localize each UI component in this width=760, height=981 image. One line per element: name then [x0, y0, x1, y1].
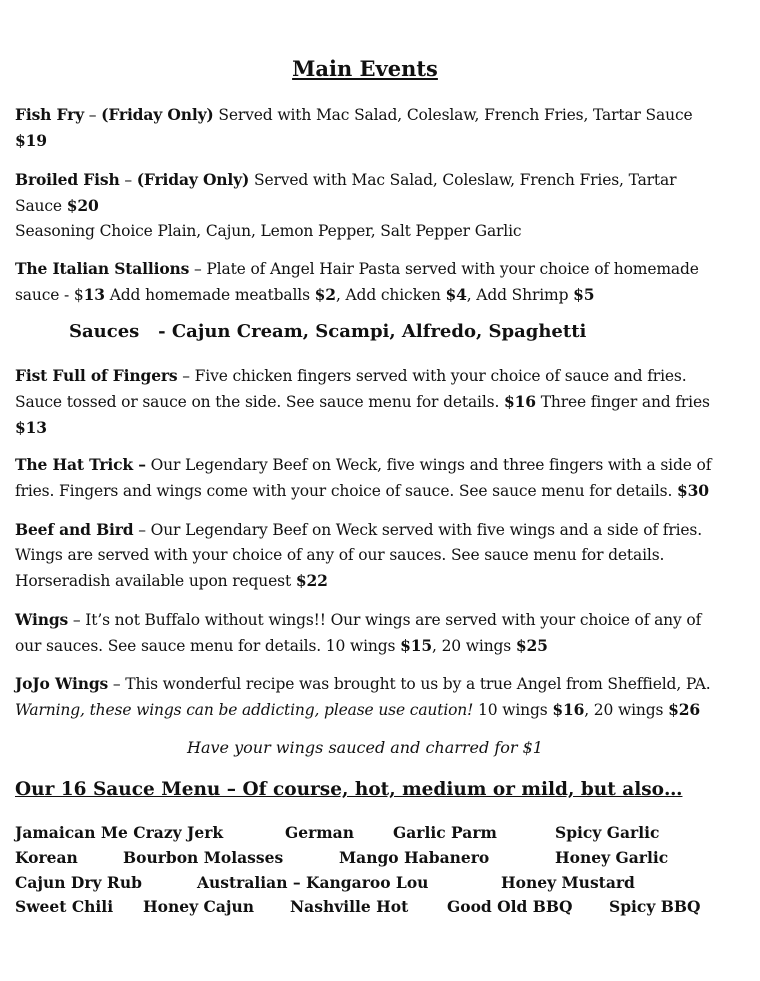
menu-item-jojo-wings [15, 671, 715, 723]
item-name: The Hat Trick – [15, 455, 146, 474]
menu-item-fist-full-of-fingers [15, 363, 715, 441]
item-description: Three finger and fries [535, 393, 710, 411]
item-price: $25 [515, 636, 548, 655]
item-addon-price: $5 [573, 285, 595, 304]
item-name: Fist Full of Fingers [15, 366, 178, 385]
item-name: Fish Fry [15, 105, 84, 124]
item-description: – Plate of Angel Hair Pasta served with your choice of homemade sauce - $ [15, 260, 699, 304]
item-separator: – [119, 171, 137, 189]
sauce-item: Spicy BBQ [609, 897, 701, 916]
item-addon: , Add Shrimp [466, 286, 574, 304]
item-addon-price: $2 [314, 285, 336, 304]
item-price: $22 [295, 571, 328, 590]
page-title: Main Events [292, 56, 438, 81]
item-description: , 20 wings [432, 637, 516, 655]
item-name: The Italian Stallions [15, 259, 190, 278]
item-addon: , Add chicken [335, 286, 446, 304]
menu-item-wings [15, 607, 715, 659]
item-price: $19 [15, 131, 47, 150]
sauce-item: Cajun Dry Rub [15, 873, 142, 892]
item-name: Beef and Bird [15, 520, 134, 539]
item-description: Served with Mac Salad, Coleslaw, French Fries, Tartar Sauce [15, 171, 677, 215]
sauce-item: Korean [15, 848, 78, 867]
item-price: $26 [668, 700, 701, 719]
item-name: Wings [15, 610, 69, 629]
item-name: Broiled Fish [15, 170, 120, 189]
menu-item-beef-and-bird [15, 517, 715, 594]
item-description: – It’s not Buffalo without wings!! Our wings are served with your choice of any of our sauces. See sauce menu for details. 10 wings [15, 611, 702, 655]
sauce-item: Nashville Hot [290, 897, 409, 916]
pasta-sauces-line: Sauces - Cajun Cream, Scampi, Alfredo, Spaghetti [69, 321, 587, 342]
item-description: – Our Legendary Beef on Weck served with five wings and a side of fries. Wings are served with your choice of any of our sauces. See sauce menu for details. Horseradish available upon request [15, 521, 703, 590]
item-description: Served with Mac Salad, Coleslaw, French Fries, Tartar Sauce [213, 106, 693, 124]
sauce-item: Jamaican Me Crazy Jerk [15, 823, 224, 842]
item-addon-price: $4 [445, 285, 467, 304]
item-separator: – [84, 106, 102, 124]
item-description: – This wonderful recipe was brought to us by a true Angel from Sheffield, PA. [108, 675, 711, 693]
item-description: Our Legendary Beef on Weck, five wings and three fingers with a side of fries. Fingers and wings come with your choice of sauce. See sauce menu for details. [15, 456, 712, 500]
sauce-item: Australian – Kangaroo Lou [197, 873, 429, 892]
sauce-item: Honey Garlic [555, 848, 669, 867]
item-addon: Add homemade meatballs [104, 286, 315, 304]
sauced-charred-note: Have your wings sauced and charred for $1 [187, 738, 543, 757]
item-price: $16 [552, 700, 585, 719]
item-price: $20 [66, 196, 99, 215]
menu-item-hat-trick [15, 452, 715, 504]
sauce-item: Garlic Parm [393, 823, 497, 842]
menu-item-fish-fry [15, 102, 715, 154]
sauce-item: Spicy Garlic [555, 823, 660, 842]
item-name: JoJo Wings [15, 674, 109, 693]
item-description: 10 wings [473, 701, 553, 719]
item-price: $13 [15, 418, 47, 437]
item-price: $30 [677, 481, 709, 500]
item-description: , 20 wings [584, 701, 669, 719]
item-price: 13 [83, 285, 105, 304]
item-tag: (Friday Only) [101, 105, 214, 124]
item-price: $15 [400, 636, 433, 655]
sauce-item: Bourbon Molasses [123, 848, 284, 867]
sauce-item: Good Old BBQ [447, 897, 573, 916]
sauce-item: Mango Habanero [339, 848, 490, 867]
item-description: – Five chicken fingers served with your choice of sauce and fries. Sauce tossed or sauce on the side. See sauce menu for details. [15, 367, 687, 411]
sauce-menu-heading: Our 16 Sauce Menu – Of course, hot, medium or mild, but also… [15, 779, 683, 800]
item-tag: (Friday Only) [136, 170, 250, 189]
menu-item-broiled-fish [15, 167, 715, 244]
sauce-item: Honey Mustard [501, 873, 635, 892]
menu-item-italian-stallions [15, 256, 715, 308]
item-price: $16 [504, 392, 536, 411]
item-warning: Warning, these wings can be addicting, please use caution! [15, 701, 474, 719]
sauce-item: German [285, 823, 354, 842]
sauce-item: Honey Cajun [143, 897, 255, 916]
item-seasoning: Seasoning Choice Plain, Cajun, Lemon Pepper, Salt Pepper Garlic [15, 222, 522, 240]
sauce-item: Sweet Chili [15, 897, 114, 916]
